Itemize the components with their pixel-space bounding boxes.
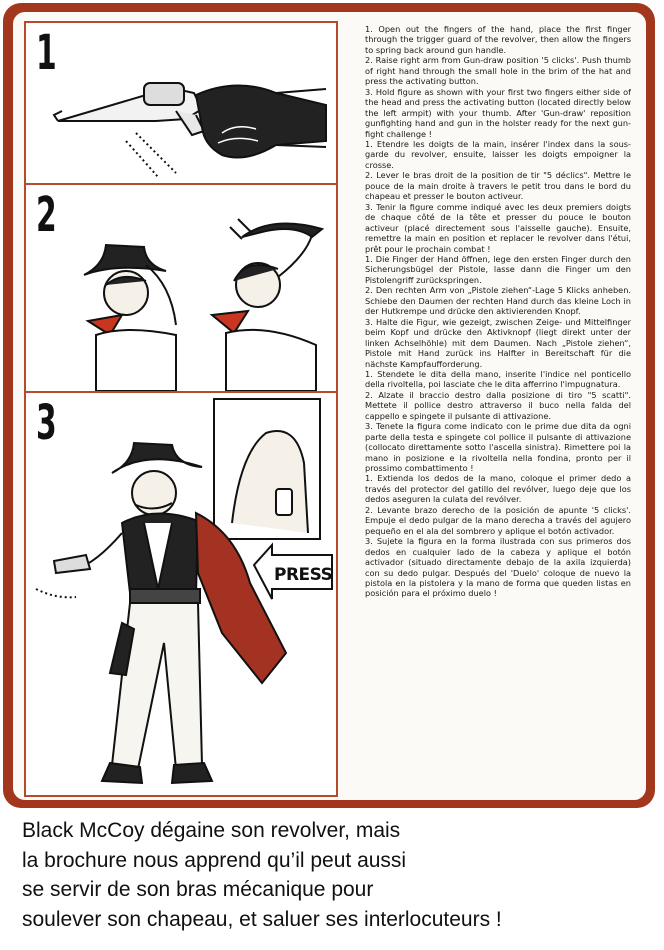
revolver-hand-illustration — [26, 23, 336, 183]
sheet-paper — [13, 12, 646, 800]
press-arrow-label: PRESS — [274, 565, 333, 585]
instruction-paragraph: 2. Levante brazo derecho de la posición de apunte '5 clicks'. Empuje el dedo pulgar de la mano derecha a través del agujero pequeño en el ala del sombrero y aplique el botón activador. — [365, 504, 631, 536]
caption-line: Black McCoy dégaine son revolver, mais — [22, 819, 401, 842]
instruction-paragraph: 1. Open out the fingers of the hand, place the first finger through the trigger guard of the revolver, then allow the fingers to spring back around gun handle. — [365, 24, 631, 55]
caption-line: se servir de son bras mécanique pour — [22, 878, 374, 901]
instruction-paragraph: 3. Halte die Figur, wie gezeigt, zwischen Zeige- und Mittelfinger beim Kopf und drücke den Aktivknopf (liegt direkt unter der linken Achselhöhle) mit dem Daumen. Nach „Pistole ziehen“, Pistole mit Hand zurück ins Halfter in Bereitschaft für die nächste Kampfaufforderung. — [365, 316, 631, 369]
step-panel-2 — [26, 185, 336, 393]
instruction-paragraph: 2. Raise right arm from Gun-draw position '5 clicks'. Push thumb of right hand through the small hole in the brim of the hat and press the activating button. — [365, 55, 631, 87]
step-panel-3 — [26, 393, 336, 795]
caption-line: la brochure nous apprend qu’il peut aussi — [22, 848, 407, 872]
instruction-paragraph: 3. Tenir la figure comme indiqué avec les deux premiers doigts de chaque côté de la tête et presser du pouce le bouton activeur (placé directement sous l'aisselle gauche). Ensuite, remettre la main en position et replacer le revolver dans l'étui, prêt pour le prochain combat ! — [365, 201, 631, 254]
instruction-paragraph: 2. Alzate il braccio destro dalla posizione di tiro "5 scatti". Mettete il pollice destro attraverso il buco nella falda del cappello e spingete il pulsante di attivazione. — [365, 389, 631, 421]
instruction-sheet — [3, 3, 655, 808]
instruction-paragraph: 1. Stendete le dita della mano, inserite l'indice nel ponticello della rivoltella, poi lasciate che le dita afferrino l'impugnatura. — [365, 368, 631, 390]
instruction-paragraph: 3. Tenete la figura come indicato con le prime due dita da ogni parte della testa e spingete col pollice il pulsante di attivazione (collocato direttamente sotto l'ascella sinistra). Rimettere poi la mano in posizione e la rivoltella nella fondina, pronto per il prossimo combattimento ! — [365, 421, 631, 474]
caption-line: soulever son chapeau, et saluer ses interlocuteurs ! — [22, 907, 502, 931]
press-button-illustration — [26, 393, 336, 795]
caption — [22, 816, 652, 934]
step-panel-1 — [26, 23, 336, 185]
hat-raise-illustration — [26, 185, 336, 391]
instruction-paragraph: 3. Sujete la figura en la forma ilustrada con sus primeros dos dedos en cualquier lado de la cabeza y aplique el botón activador (situado directamente debajo de la axila izquierda) con su dedo pulgar. Después del 'Duelo' coloque de nuevo la pistola en la pistolera y la mano de forma que queden listas en posición para el próximo duelo ! — [365, 536, 631, 599]
instruction-paragraph: 1. Extienda los dedos de la mano, coloque el primer dedo a través del protector del gatillo del revólver, luego deje que los dedos aseguren la culata del revólver. — [365, 473, 631, 505]
instruction-paragraph: 1. Die Finger der Hand öffnen, lege den ersten Finger durch den Sicherungsbügel der Pistole, lasse dann die Finger um den Pistolengriff zurückspringen. — [365, 253, 631, 285]
instruction-paragraph: 1. Etendre les doigts de la main, insérer l'index dans la sous-garde du revolver, ensuite, laisser les doigts empoigner la crosse. — [365, 138, 631, 170]
instruction-paragraph: 3. Hold figure as shown with your first two fingers either side of the head and press the activating button (located directly below the left armpit) with your thumb. After 'Gun-draw' reposition gunfighting hand and gun in the holster ready for the next gun-fight challenge ! — [365, 86, 631, 139]
instruction-text — [365, 24, 631, 794]
instruction-paragraph: 2. Den rechten Arm von „Pistole ziehen“-Lage 5 Klicks anheben. Schiebe den Daumen der rechten Hand durch das kleine Loch in der Hutkrempe und drücke den aktivierenden Knopf. — [365, 285, 631, 317]
step-number: 1 — [36, 25, 57, 81]
step-number: 3 — [36, 395, 57, 451]
step-number: 2 — [36, 187, 57, 243]
illustration-column — [24, 21, 338, 797]
instruction-paragraph: 2. Lever le bras droit de la position de tir "5 déclics". Mettre le pouce de la main droite à travers le petit trou dans le bord du chapeau et presser le bouton activeur. — [365, 170, 631, 202]
